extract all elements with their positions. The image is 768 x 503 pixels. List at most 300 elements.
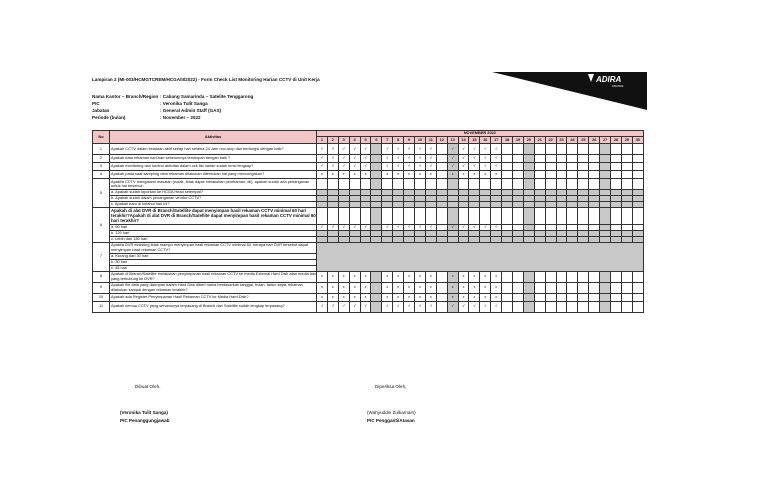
table-row: [93, 293, 644, 301]
day-cell: √: [327, 155, 338, 163]
day-cell: [534, 293, 545, 301]
day-cell: [436, 163, 447, 171]
activity-text: Apabila CCTV mengalami masalah (rusak, tidak dapat melakukan perekaman, dll), apakah sudah ada penanganan untuk hal tersebut :: [110, 179, 317, 190]
day-cell: x: [327, 293, 338, 301]
day-cell: [589, 179, 600, 190]
day-cell: [567, 301, 578, 312]
table-row: [93, 144, 644, 155]
day-cell: [611, 144, 622, 155]
made-by-name: (Veronika Tulit Sanga): [120, 410, 168, 415]
day-cell: √: [382, 301, 393, 312]
table-row: [93, 179, 644, 190]
day-cell: x: [425, 171, 436, 179]
day-cell: √: [404, 144, 415, 155]
day-cell: x: [469, 282, 480, 293]
day-cell: [338, 208, 349, 225]
day-cell: x: [360, 271, 371, 282]
day-cell: x: [317, 271, 328, 282]
table-row: [93, 301, 644, 312]
day-header: 18: [502, 137, 513, 144]
day-cell: √: [447, 224, 458, 230]
day-cell: [502, 163, 513, 171]
day-cell: x: [447, 271, 458, 282]
day-cell: [567, 144, 578, 155]
day-cell: [589, 293, 600, 301]
day-cell: [458, 179, 469, 190]
day-cell: x: [404, 171, 415, 179]
made-by-role: PIC Penanggungjawab: [120, 418, 170, 423]
day-cell: [404, 179, 415, 190]
day-cell: [317, 179, 328, 190]
col-no-header: No: [93, 131, 110, 144]
day-cell: [621, 301, 632, 312]
day-cell: [567, 163, 578, 171]
day-cell: x: [447, 293, 458, 301]
day-cell: x: [349, 171, 360, 179]
day-cell: √: [491, 301, 502, 312]
day-cell: √: [415, 224, 426, 230]
day-cell: x: [393, 171, 404, 179]
day-header: 8: [393, 137, 404, 144]
day-cell: [534, 144, 545, 155]
row-number: 9: [93, 282, 110, 293]
day-cell: [611, 293, 622, 301]
day-cell: [371, 179, 382, 190]
sub-activity-text: b. 120 hari: [110, 230, 317, 236]
day-cell: [545, 282, 556, 293]
day-cell: √: [393, 144, 404, 155]
day-header: 5: [360, 137, 371, 144]
day-cell: √: [480, 163, 491, 171]
meta-row-period: Periode (bulan) : November – 2022: [92, 115, 201, 121]
day-cell: x: [458, 282, 469, 293]
row-number: 5: [93, 179, 110, 208]
day-cell: [578, 293, 589, 301]
day-cell: √: [447, 144, 458, 155]
day-cell: [513, 155, 524, 163]
row-number: 10: [93, 293, 110, 301]
day-cell: x: [327, 171, 338, 179]
day-cell: [415, 179, 426, 190]
day-cell: x: [415, 271, 426, 282]
day-cell: x: [393, 282, 404, 293]
checked-by-name: (Wahyuddin Zulkarnain): [367, 410, 416, 415]
day-cell: √: [349, 144, 360, 155]
row-number: 8: [93, 271, 110, 282]
day-cell: [632, 208, 643, 225]
day-cell: √: [404, 224, 415, 230]
day-cell: [371, 144, 382, 155]
day-cell: √: [404, 155, 415, 163]
day-cell: [393, 179, 404, 190]
day-cell: √: [317, 224, 328, 230]
day-cell: [534, 163, 545, 171]
day-cell: √: [480, 301, 491, 312]
day-cell: x: [317, 282, 328, 293]
day-cell: x: [415, 293, 426, 301]
day-cell: √: [425, 301, 436, 312]
day-cell: x: [491, 293, 502, 301]
meta-row-position: Jabatan : General Admin Staff (GAS): [92, 108, 222, 114]
activity-text: Apakah semua CCTV yang seharusnya terpasang di Branch dan Satellite sudah lengkap terpasang?: [110, 301, 317, 312]
activity-text: Apakah di alat DVR di Branch/Satellite dapat menyimpan hasil rekaman CCTV minimal 60 hari terakhir?Apakah di alat DVR di Branch/Satellite dapat menyimpan hasil rekaman CCTV minimal 60 hari terakhir?: [111, 208, 316, 224]
day-cell: [502, 293, 513, 301]
day-cell: [469, 179, 480, 190]
day-cell: [502, 301, 513, 312]
day-cell: [523, 171, 534, 179]
day-cell: √: [458, 144, 469, 155]
day-cell: [589, 301, 600, 312]
day-header: 6: [371, 137, 382, 144]
day-cell: [611, 301, 622, 312]
day-cell: √: [480, 144, 491, 155]
day-cell: x: [404, 293, 415, 301]
day-cell: x: [415, 282, 426, 293]
row-number: 6: [93, 208, 110, 243]
day-cell: x: [338, 293, 349, 301]
day-cell: [589, 155, 600, 163]
day-cell: [578, 144, 589, 155]
day-header: 2: [327, 137, 338, 144]
day-cell: [611, 271, 622, 282]
made-by-label: Dibuat Oleh,: [135, 384, 161, 389]
day-cell: [371, 282, 382, 293]
day-cell: [632, 271, 643, 282]
day-cell: [567, 282, 578, 293]
day-cell: [534, 171, 545, 179]
day-cell: [632, 144, 643, 155]
day-cell: √: [349, 301, 360, 312]
day-cell: √: [349, 155, 360, 163]
day-cell: √: [404, 301, 415, 312]
day-cell: √: [415, 155, 426, 163]
day-cell: x: [382, 271, 393, 282]
day-cell: [513, 293, 524, 301]
day-cell: √: [458, 163, 469, 171]
day-cell: √: [360, 163, 371, 171]
day-cell: [534, 155, 545, 163]
day-cell: [436, 271, 447, 282]
day-cell: [556, 301, 567, 312]
day-cell: [502, 171, 513, 179]
day-cell: [436, 293, 447, 301]
logo-wordmark: ADIRA: [596, 75, 622, 84]
document-title: Lampiran 2 (MI-003/HCMGTCREM/HCGA/II/2022) - Form Check List Monitoring Harian CCTV di Unit Kerja: [92, 77, 320, 82]
day-cell: [513, 179, 524, 190]
day-cell: [545, 293, 556, 301]
row-number: 3: [93, 163, 110, 171]
day-header: 21: [534, 137, 545, 144]
day-header: 10: [415, 137, 426, 144]
day-cell: [556, 163, 567, 171]
day-header: 4: [349, 137, 360, 144]
day-header: 26: [589, 137, 600, 144]
day-cell: x: [317, 293, 328, 301]
month-header: NOVEMBER 2022: [317, 131, 644, 137]
day-header: 29: [621, 137, 632, 144]
day-cell: x: [360, 171, 371, 179]
day-cell: [632, 179, 643, 190]
day-cell: x: [469, 293, 480, 301]
day-cell: [523, 282, 534, 293]
day-cell: √: [327, 224, 338, 230]
day-cell: √: [327, 301, 338, 312]
meta-row-office: Nama Kantor – Branch/Region : Cabang Samarinda – Satelite Tenggarong: [92, 94, 254, 99]
day-cell: √: [360, 301, 371, 312]
day-cell: [600, 171, 611, 179]
day-cell: √: [425, 155, 436, 163]
day-cell: [621, 271, 632, 282]
activity-text: Apakah data rekaman hari-hari sebelumnya tersimpan dengan baik ?: [110, 155, 317, 163]
day-cell: [523, 293, 534, 301]
sub-activity-text: a. Apakah sudah laporkan ke HCGA Head setempat?: [110, 190, 317, 196]
day-cell: [589, 208, 600, 225]
day-cell: [425, 208, 436, 225]
day-cell: [502, 282, 513, 293]
day-cell: [371, 171, 382, 179]
day-cell: [589, 282, 600, 293]
day-cell: [556, 271, 567, 282]
day-cell: √: [491, 163, 502, 171]
day-cell: [360, 179, 371, 190]
sub-activity-text: a. 60 hari: [110, 224, 317, 230]
table-row: [93, 242, 644, 253]
day-cell: [611, 282, 622, 293]
day-cell: [545, 171, 556, 179]
table-row: [93, 208, 644, 225]
day-cell: [371, 271, 382, 282]
day-cell: [513, 171, 524, 179]
day-cell: √: [317, 301, 328, 312]
day-cell: √: [425, 144, 436, 155]
day-cell: [436, 155, 447, 163]
day-cell: [600, 293, 611, 301]
day-cell: x: [338, 282, 349, 293]
row-number: 11: [93, 301, 110, 312]
day-header: 23: [556, 137, 567, 144]
day-cell: √: [382, 144, 393, 155]
day-cell: √: [415, 301, 426, 312]
merged-day-area: [317, 242, 644, 271]
day-cell: [578, 271, 589, 282]
sub-activity-text: c. Apakah baru di ketahui hari ini?: [110, 202, 317, 208]
day-cell: [600, 163, 611, 171]
adira-logo: [492, 70, 647, 110]
day-header: 22: [545, 137, 556, 144]
day-cell: [534, 282, 545, 293]
day-cell: √: [317, 144, 328, 155]
day-header: 15: [469, 137, 480, 144]
day-header: 17: [491, 137, 502, 144]
day-cell: x: [349, 293, 360, 301]
day-cell: √: [491, 144, 502, 155]
day-cell: [611, 163, 622, 171]
day-header: 11: [425, 137, 436, 144]
day-cell: √: [338, 155, 349, 163]
day-cell: x: [415, 171, 426, 179]
day-cell: √: [480, 224, 491, 230]
day-cell: x: [491, 271, 502, 282]
day-cell: √: [393, 301, 404, 312]
day-cell: [513, 282, 524, 293]
day-cell: x: [393, 293, 404, 301]
day-cell: √: [491, 224, 502, 230]
day-cell: √: [338, 224, 349, 230]
day-cell: [589, 144, 600, 155]
day-cell: [480, 208, 491, 225]
activity-text: Apakah ada Register Penyimpanan Hasil Rekaman CCTV ke Media Hard Disk?: [110, 293, 317, 301]
day-cell: √: [327, 144, 338, 155]
day-cell: [621, 208, 632, 225]
day-cell: √: [360, 144, 371, 155]
day-cell: [534, 301, 545, 312]
day-cell: [556, 171, 567, 179]
day-cell: x: [425, 293, 436, 301]
day-cell: [327, 208, 338, 225]
sub-activity-text: b. Apakah sudah dalam penanganan vendor CCTV?: [110, 196, 317, 202]
day-cell: [578, 208, 589, 225]
day-cell: x: [360, 282, 371, 293]
day-cell: [632, 163, 643, 171]
day-cell: √: [469, 155, 480, 163]
day-cell: [404, 208, 415, 225]
day-cell: [545, 179, 556, 190]
day-cell: [513, 163, 524, 171]
day-cell: x: [425, 282, 436, 293]
day-cell: x: [469, 171, 480, 179]
table-row: [93, 163, 644, 171]
day-cell: [360, 208, 371, 225]
day-cell: √: [317, 163, 328, 171]
day-cell: [545, 155, 556, 163]
day-cell: [523, 208, 534, 225]
row-number: 2: [93, 155, 110, 163]
day-cell: [382, 208, 393, 225]
day-cell: √: [382, 155, 393, 163]
checked-by-role: PIC Pengganti/Atasan: [367, 418, 415, 423]
day-cell: √: [458, 301, 469, 312]
day-cell: √: [425, 224, 436, 230]
day-cell: [632, 171, 643, 179]
day-cell: [621, 282, 632, 293]
day-cell: [567, 208, 578, 225]
day-cell: [491, 179, 502, 190]
day-header: 7: [382, 137, 393, 144]
day-cell: [436, 301, 447, 312]
day-cell: [523, 179, 534, 190]
day-header: 24: [567, 137, 578, 144]
day-cell: [556, 179, 567, 190]
day-cell: x: [480, 271, 491, 282]
day-cell: [621, 293, 632, 301]
day-cell: [545, 271, 556, 282]
day-cell: x: [491, 171, 502, 179]
day-cell: [513, 144, 524, 155]
day-cell: [600, 144, 611, 155]
day-cell: [545, 144, 556, 155]
day-cell: [491, 208, 502, 225]
day-cell: √: [360, 155, 371, 163]
day-cell: [556, 282, 567, 293]
day-cell: [621, 179, 632, 190]
day-cell: [621, 155, 632, 163]
logo-subtext: FINANCE: [612, 85, 624, 88]
meta-row-pic: PIC : Veronika Tulit Sanga: [92, 101, 208, 107]
day-cell: x: [327, 282, 338, 293]
activity-text: Apabila DVR eksisting tidak mampu menyimpan hasil rekaman CCTV minimal 60, berapa hari DVR tersebut dapat menyimpan hasil rekaman CCTV?: [110, 242, 317, 253]
day-cell: √: [338, 163, 349, 171]
day-cell: [567, 155, 578, 163]
day-cell: [545, 301, 556, 312]
day-header: 27: [600, 137, 611, 144]
day-cell: [611, 171, 622, 179]
day-cell: √: [491, 155, 502, 163]
day-cell: x: [382, 282, 393, 293]
sub-activity-text: c. Lebih dari 180 hari: [110, 236, 317, 242]
day-cell: √: [447, 163, 458, 171]
day-cell: [436, 179, 447, 190]
day-cell: [436, 282, 447, 293]
day-cell: √: [469, 224, 480, 230]
day-cell: x: [327, 271, 338, 282]
day-cell: [317, 208, 328, 225]
day-cell: x: [480, 282, 491, 293]
day-cell: [371, 301, 382, 312]
activity-text: Apakah file data yang disimpan dalam Hard Disk diberi nama berdasarkan tanggal, bulan, tahun sejak rekaman dilakukan sampai dengan rekaman terakhir?: [110, 282, 317, 293]
day-cell: [556, 293, 567, 301]
day-cell: [589, 163, 600, 171]
day-cell: √: [469, 144, 480, 155]
day-cell: √: [382, 224, 393, 230]
day-cell: [349, 179, 360, 190]
day-cell: [611, 208, 622, 225]
day-cell: √: [360, 224, 371, 230]
document-meta: [92, 93, 253, 121]
row-number: 4: [93, 171, 110, 179]
day-cell: √: [393, 155, 404, 163]
checked-by-label: Diperiksa Oleh,: [375, 384, 407, 389]
day-header: 25: [578, 137, 589, 144]
day-cell: √: [338, 144, 349, 155]
day-cell: √: [447, 301, 458, 312]
day-cell: √: [382, 163, 393, 171]
day-cell: x: [338, 271, 349, 282]
sub-activity-text: b. 30 hari: [110, 259, 317, 265]
day-cell: [567, 171, 578, 179]
day-cell: x: [491, 282, 502, 293]
day-cell: x: [425, 271, 436, 282]
day-cell: x: [458, 293, 469, 301]
day-header: 13: [447, 137, 458, 144]
day-cell: [611, 155, 622, 163]
activity-text: Apakah di Branch/Satellite melakukan penyimpanan hasil rekaman CCTV ke media External Hard Disk atau media lain yang terhubung ke DVR?: [111, 271, 316, 281]
day-cell: √: [393, 224, 404, 230]
day-cell: x: [382, 171, 393, 179]
day-header: 3: [338, 137, 349, 144]
day-cell: √: [349, 224, 360, 230]
day-cell: [578, 163, 589, 171]
day-cell: x: [480, 293, 491, 301]
day-cell: [545, 208, 556, 225]
day-cell: [458, 208, 469, 225]
day-cell: [513, 301, 524, 312]
table-row: [93, 282, 644, 293]
day-cell: [600, 155, 611, 163]
day-cell: [502, 208, 513, 225]
day-cell: [523, 271, 534, 282]
day-cell: √: [327, 163, 338, 171]
day-header: 28: [611, 137, 622, 144]
